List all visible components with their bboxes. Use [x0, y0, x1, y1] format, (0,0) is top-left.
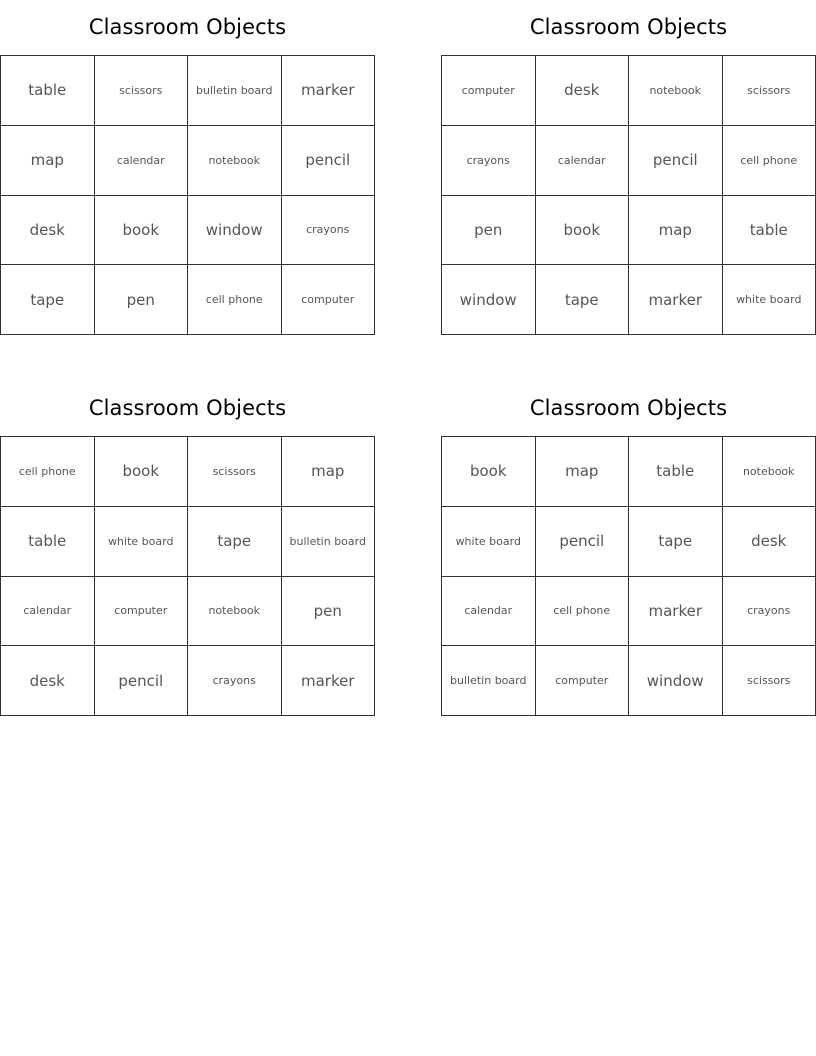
bingo-cell: scissors — [723, 56, 816, 126]
bingo-card-1 — [0, 12, 375, 309]
bingo-cell: white board — [95, 507, 189, 577]
bingo-cell: table — [1, 56, 95, 126]
bingo-grid — [0, 436, 375, 716]
bingo-card-2 — [441, 12, 816, 309]
bingo-grid — [441, 55, 816, 335]
card-title: Classroom Objects — [88, 396, 287, 420]
bingo-card-3 — [0, 393, 375, 690]
bingo-cell: scissors — [188, 437, 282, 507]
bingo-cell: computer — [95, 577, 189, 647]
bingo-cell: computer — [536, 646, 630, 716]
bingo-cell: scissors — [95, 56, 189, 126]
bingo-cell: table — [723, 196, 816, 266]
bingo-cell: calendar — [536, 126, 630, 196]
bingo-cell: map — [282, 437, 376, 507]
bingo-cell: computer — [282, 265, 376, 335]
bingo-cell: white board — [442, 507, 536, 577]
bingo-cell: map — [536, 437, 630, 507]
bingo-cell: marker — [629, 577, 723, 647]
bingo-cell: pen — [442, 196, 536, 266]
bingo-cell: crayons — [723, 577, 816, 647]
bingo-cell: cell phone — [536, 577, 630, 647]
card-title: Classroom Objects — [529, 15, 728, 39]
bingo-cell: tape — [536, 265, 630, 335]
card-title: Classroom Objects — [88, 15, 287, 39]
bingo-cell: map — [1, 126, 95, 196]
bingo-cell: desk — [1, 196, 95, 266]
bingo-cell: table — [1, 507, 95, 577]
bingo-cell: tape — [1, 265, 95, 335]
bingo-cell: book — [95, 196, 189, 266]
bingo-cell: crayons — [282, 196, 376, 266]
card-title: Classroom Objects — [529, 396, 728, 420]
bingo-cell: table — [629, 437, 723, 507]
bingo-cell: calendar — [95, 126, 189, 196]
bingo-cell: calendar — [1, 577, 95, 647]
bingo-cell: bulletin board — [188, 56, 282, 126]
bingo-cell: notebook — [629, 56, 723, 126]
bingo-cell: pen — [282, 577, 376, 647]
bingo-cell: pencil — [282, 126, 376, 196]
bingo-cell: window — [188, 196, 282, 266]
bingo-cell: marker — [629, 265, 723, 335]
bingo-cell: scissors — [723, 646, 816, 716]
bingo-cell: desk — [536, 56, 630, 126]
bingo-cell: desk — [1, 646, 95, 716]
bingo-cell: bulletin board — [282, 507, 376, 577]
bingo-cell: marker — [282, 646, 376, 716]
bingo-cell: bulletin board — [442, 646, 536, 716]
bingo-cell: computer — [442, 56, 536, 126]
bingo-cell: crayons — [188, 646, 282, 716]
bingo-cell: calendar — [442, 577, 536, 647]
bingo-cell: map — [629, 196, 723, 266]
bingo-cell: notebook — [723, 437, 816, 507]
bingo-cell: book — [95, 437, 189, 507]
bingo-cell: tape — [629, 507, 723, 577]
bingo-cell: desk — [723, 507, 816, 577]
bingo-cell: tape — [188, 507, 282, 577]
bingo-grid — [441, 436, 816, 716]
bingo-grid — [0, 55, 375, 335]
bingo-cell: cell phone — [188, 265, 282, 335]
bingo-cell: pencil — [536, 507, 630, 577]
bingo-cell: book — [442, 437, 536, 507]
bingo-cell: notebook — [188, 577, 282, 647]
bingo-cell: pencil — [629, 126, 723, 196]
bingo-cell: book — [536, 196, 630, 266]
bingo-cell: window — [629, 646, 723, 716]
bingo-cell: pencil — [95, 646, 189, 716]
bingo-cell: marker — [282, 56, 376, 126]
bingo-cell: notebook — [188, 126, 282, 196]
bingo-cell: pen — [95, 265, 189, 335]
bingo-cell: cell phone — [1, 437, 95, 507]
bingo-card-4 — [441, 393, 816, 690]
bingo-cell: crayons — [442, 126, 536, 196]
bingo-cell: window — [442, 265, 536, 335]
bingo-cell: cell phone — [723, 126, 816, 196]
bingo-cell: white board — [723, 265, 816, 335]
